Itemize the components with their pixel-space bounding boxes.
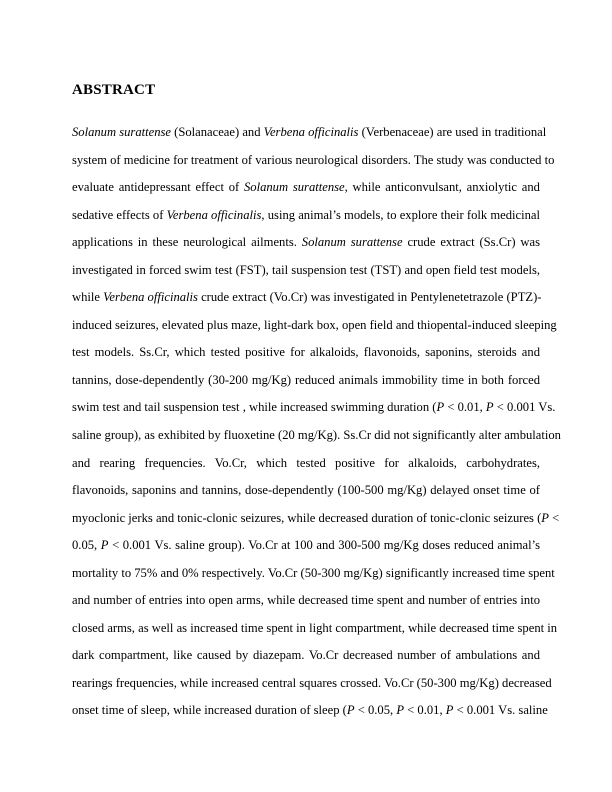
italic-text: Verbena officinalis [103,290,198,305]
text-segment: while [72,290,104,305]
text-line [72,701,548,729]
text-line [72,316,557,344]
text-segment: < [549,510,560,525]
text-segment: system of medicine for treatment of various neurological disorders. The study was conducted to [72,152,555,167]
text-segment: induced seizures, elevated plus maze, light-dark box, open field and thiopental-induced sleeping [72,317,557,332]
text-segment: rearings frequencies, while increased central squares crossed. Vo.Cr (50-300 mg/Kg) decreased [72,675,552,690]
text-line [72,178,540,206]
text-segment: < 0.01, [404,703,446,718]
text-segment: , while anticonvulsant, anxiolytic and [344,180,540,195]
italic-text: P [485,400,494,415]
italic-text: P [445,703,454,718]
text-segment: evaluate antidepressant effect of [72,180,244,195]
text-segment: mortality to 75% and 0% respectively. Vo.Cr (50-300 mg/Kg) significantly increased time spent [72,565,555,580]
text-line [72,343,540,371]
text-line [72,371,540,399]
italic-text: Verbena officinalis [166,207,262,222]
text-segment: (Verbenaceae) are used in traditional [358,125,547,139]
italic-text: Verbena officinalis [263,125,359,139]
text-segment: < 0.001 Vs. saline group). Vo.Cr at 100 and 300-500 mg/Kg doses reduced animal’s [108,538,540,553]
italic-text: Solanum surattense [301,235,403,250]
text-line [72,123,547,151]
text-line [72,619,558,647]
text-segment: myoclonic jerks and tonic-clonic seizures, while decreased duration of tonic-clonic seizures ( [72,510,542,525]
italic-text: P [100,538,109,553]
abstract-body [72,123,561,729]
text-line [72,536,540,564]
text-line [72,674,552,702]
text-segment: and rearing frequencies. Vo.Cr, which tested positive for alkaloids, carbohydrates, [72,455,540,470]
text-segment: (Solanaceae) and [171,125,264,139]
text-line [72,564,555,592]
text-line [72,261,540,289]
text-segment: 0.05, [72,538,101,553]
text-segment: tannins, dose-dependently (30-200 mg/Kg) reduced animals immobility time in both forced [72,372,540,387]
text-segment: , using animal’s models, to explore their folk medicinal [261,207,541,222]
text-segment: onset time of sleep, while increased duration of sleep ( [72,703,347,718]
text-segment: swim test and tail suspension test , while increased swimming duration ( [72,400,437,415]
text-segment: sedative effects of [72,207,167,222]
abstract-heading: ABSTRACT [72,82,156,98]
text-segment: applications in these neurological ailments. [72,235,302,250]
text-segment: < 0.01, [444,400,486,415]
italic-text: Solanum surattense [244,180,345,195]
italic-text: P [396,703,405,718]
text-segment: dark compartment, like caused by diazepam. Vo.Cr decreased number of ambulations and [72,648,540,663]
italic-text: P [346,703,355,718]
text-line [72,233,540,261]
text-segment: < 0.001 Vs. saline [453,703,548,718]
italic-text: P [436,400,445,415]
text-line [72,646,540,674]
text-line [72,454,540,482]
text-line [72,509,560,537]
text-segment: crude extract (Vo.Cr) was investigated in Pentylenetetrazole (PTZ)- [197,290,542,305]
text-segment: and number of entries into open arms, while decreased time spent and number of entries into [72,593,540,608]
text-line [72,426,561,454]
text-line [72,206,540,234]
text-line [72,398,556,426]
text-segment: saline group), as exhibited by fluoxetine (20 mg/Kg). Ss.Cr did not significantly alter ambulation [72,428,561,443]
text-segment: investigated in forced swim test (FST), tail suspension test (TST) and open field test models, [72,262,540,277]
text-segment: < 0.05, [354,703,397,718]
italic-text: Solanum surattense [72,125,171,139]
text-line [72,288,540,316]
text-line [72,151,555,179]
text-segment: test models. Ss.Cr, which tested positive for alkaloids, flavonoids, saponins, steroids and [72,345,540,360]
italic-text: P [541,510,549,525]
text-segment: flavonoids, saponins and tannins, dose-dependently (100-500 mg/Kg) delayed onset time of [72,483,540,498]
text-segment: < 0.001 Vs. [493,400,556,415]
text-segment: closed arms, as well as increased time spent in light compartment, while decreased time spent in [72,620,558,635]
text-line [72,481,540,509]
text-segment: crude extract (Ss.Cr) was [402,235,540,250]
text-line [72,591,540,619]
